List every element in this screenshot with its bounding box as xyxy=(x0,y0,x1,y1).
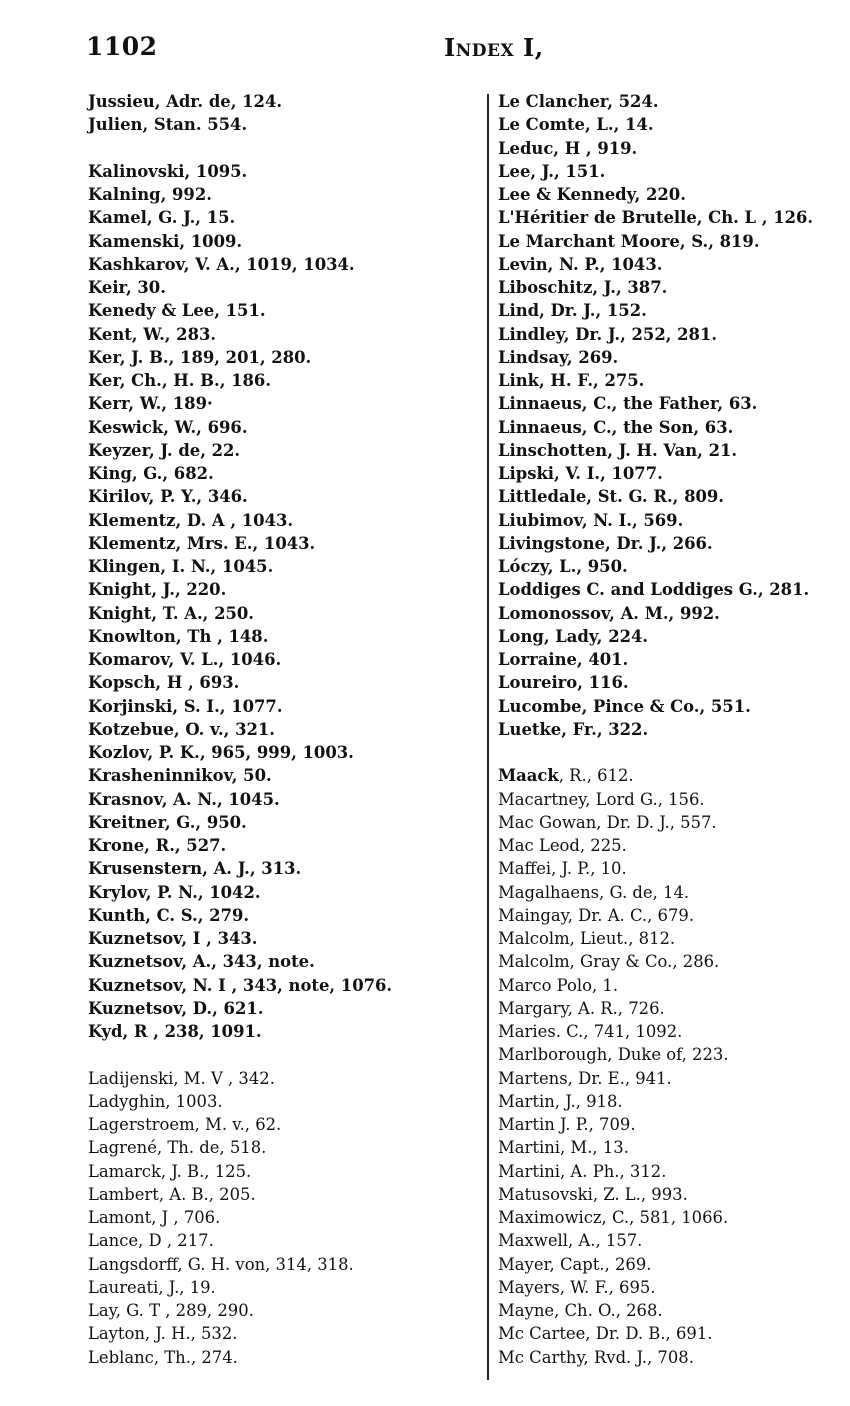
index-entry: Levin, N. P., 1043. xyxy=(498,254,663,274)
index-entry: Lamarck, J. B., 125. xyxy=(88,1161,252,1181)
index-entry: Kalinovski, 1095. xyxy=(88,161,248,181)
index-entry: Kotzebue, O. v., 321. xyxy=(88,719,275,739)
index-entry: Lee, J., 151. xyxy=(498,161,606,181)
index-entry: Kamel, G. J., 15. xyxy=(88,208,236,228)
index-column-right xyxy=(498,90,813,1369)
index-entry: Le Clancher, 524. xyxy=(498,92,659,111)
index-entry: Lucombe, Pince & Co., 551. xyxy=(498,696,751,716)
index-entry: Kuznetsov, D., 621. xyxy=(88,998,264,1018)
index-entry: Klingen, I. N., 1045. xyxy=(88,557,274,576)
index-entry: Ker, J. B., 189, 201, 280. xyxy=(88,347,312,367)
index-entry: Liubimov, N. I., 569. xyxy=(498,510,684,530)
index-entry: Knight, J., 220. xyxy=(88,580,227,600)
index-entry: Lee & Kennedy, 220. xyxy=(498,185,686,204)
index-column-left xyxy=(88,90,392,1369)
index-entry: Lipski, V. I., 1077. xyxy=(498,464,663,483)
index-entry: Keir, 30. xyxy=(88,278,166,297)
index-entry: Martin, J., 918. xyxy=(498,1091,623,1111)
index-entry: Kamenski, 1009. xyxy=(88,231,243,251)
index-entry: Lagrené, Th. de, 518. xyxy=(88,1138,267,1158)
index-entry: Martin J. P., 709. xyxy=(498,1115,636,1134)
index-entry: Klementz, D. A , 1043. xyxy=(88,510,294,530)
index-entry: Lamont, J , 706. xyxy=(88,1208,221,1227)
index-entry: Lindley, Dr. J., 252, 281. xyxy=(498,324,718,344)
index-entry: Matusovski, Z. L., 993. xyxy=(498,1184,688,1204)
index-entry: Lindsay, 269. xyxy=(498,347,619,367)
index-entry: Langsdorff, G. H. von, 314, 318. xyxy=(88,1254,354,1274)
index-entry: Maximowicz, C., 581, 1066. xyxy=(498,1208,729,1227)
index-entry: Martini, M., 13. xyxy=(498,1138,629,1158)
index-entry: Lind, Dr. J., 152. xyxy=(498,301,647,321)
index-entry: Mayne, Ch. O., 268. xyxy=(498,1301,663,1320)
index-entry: Mc Carthy, Rvd. J., 708. xyxy=(498,1347,694,1367)
index-entry: Krylov, P. N., 1042. xyxy=(88,882,261,902)
index-entry: Linnaeus, C., the Son, 63. xyxy=(498,417,734,437)
index-entry: Long, Lady, 224. xyxy=(498,626,649,646)
index-entry: Knowlton, Th , 148. xyxy=(88,626,269,646)
index-entry: Kuznetsov, I , 343. xyxy=(88,929,258,948)
index-entry: Kerr, W., 189· xyxy=(88,394,213,414)
index-entry: Lagerstroem, M. v., 62. xyxy=(88,1115,282,1134)
index-entry: Maries. C., 741, 1092. xyxy=(498,1022,683,1041)
index-entry: Maingay, Dr. A. C., 679. xyxy=(498,905,695,925)
page-number: 1102 xyxy=(86,32,158,61)
index-entry: Malcolm, Gray & Co., 286. xyxy=(498,952,720,972)
index-entry: Layton, J. H., 532. xyxy=(88,1324,238,1344)
index-entry: Macartney, Lord G., 156. xyxy=(498,789,705,809)
index-entry: Kashkarov, V. A., 1019, 1034. xyxy=(88,254,355,274)
index-entry: Linnaeus, C., the Father, 63. xyxy=(498,394,758,414)
index-entry: Krusenstern, A. J., 313. xyxy=(88,859,302,879)
index-entry: Marlborough, Duke of, 223. xyxy=(498,1045,729,1065)
index-entry: Kenedy & Lee, 151. xyxy=(88,301,266,321)
index-entry: Link, H. F., 275. xyxy=(498,371,645,390)
index-entry: Lorraine, 401. xyxy=(498,650,629,669)
index-entry: Leblanc, Th., 274. xyxy=(88,1347,238,1367)
index-entry: Krasnov, A. N., 1045. xyxy=(88,789,280,809)
index-entry: Lance, D , 217. xyxy=(88,1231,214,1251)
index-entry: Lomonossov, A. M., 992. xyxy=(498,603,720,623)
index-entry: Mc Cartee, Dr. D. B., 691. xyxy=(498,1324,713,1344)
index-entry: Kalning, 992. xyxy=(88,185,212,204)
index-entry: Knight, T. A., 250. xyxy=(88,603,255,623)
index-entry: Maffei, J. P., 10. xyxy=(498,859,627,879)
index-entry: Korjinski, S. I., 1077. xyxy=(88,696,283,716)
index-entry: Mac Gowan, Dr. D. J., 557. xyxy=(498,812,717,832)
index-entry: Kunth, C. S., 279. xyxy=(88,905,250,925)
index-entry: Marco Polo, 1. xyxy=(498,975,619,995)
index-entry: Malcolm, Lieut., 812. xyxy=(498,929,676,948)
index-entry: Ladijenski, M. V , 342. xyxy=(88,1068,275,1088)
index-entry: Loureiro, 116. xyxy=(498,673,629,693)
index-entry: Jussieu, Adr. de, 124. xyxy=(88,92,283,111)
index-entry: Kuznetsov, N. I , 343, note, 1076. xyxy=(88,975,393,995)
index-entry: Kopsch, H , 693. xyxy=(88,673,240,693)
index-entry: Kent, W., 283. xyxy=(88,324,217,344)
index-entry: Mac Leod, 225. xyxy=(498,836,627,855)
index-entry: Laureati, J., 19. xyxy=(88,1277,216,1297)
index-entry: Krone, R., 527. xyxy=(88,836,227,855)
index-entry: Lóczy, L., 950. xyxy=(498,557,628,576)
index-entry: Loddiges C. and Loddiges G., 281. xyxy=(498,580,810,600)
index-entry: Krasheninnikov, 50. xyxy=(88,766,272,786)
index-entry: Klementz, Mrs. E., 1043. xyxy=(88,533,316,553)
index-entry: Margary, A. R., 726. xyxy=(498,998,665,1018)
index-entry: Kozlov, P. K., 965, 999, 1003. xyxy=(88,743,354,762)
index-entry: Komarov, V. L., 1046. xyxy=(88,650,282,669)
index-entry: Keyzer, J. de, 22. xyxy=(88,440,241,460)
running-head: Index I, xyxy=(444,33,544,62)
index-entry: Mayer, Capt., 269. xyxy=(498,1254,652,1274)
index-entry: Kirilov, P. Y., 346. xyxy=(88,487,248,507)
index-entry: Maack, R., 612. xyxy=(498,766,634,786)
index-entry: L'Héritier de Brutelle, Ch. L , 126. xyxy=(498,208,814,228)
index-entry: Ker, Ch., H. B., 186. xyxy=(88,371,272,390)
index-entry: Lay, G. T , 289, 290. xyxy=(88,1301,254,1320)
index-entry: Le Comte, L., 14. xyxy=(498,115,654,135)
index-entry: Livingstone, Dr. J., 266. xyxy=(498,533,713,553)
index-entry: Kyd, R , 238, 1091. xyxy=(88,1022,262,1041)
index-entry: King, G., 682. xyxy=(88,464,214,483)
index-entry: Liboschitz, J., 387. xyxy=(498,278,668,297)
index-entry: Ladyghin, 1003. xyxy=(88,1091,223,1111)
index-entry: Martini, A. Ph., 312. xyxy=(498,1161,667,1181)
index-entry: Magalhaens, G. de, 14. xyxy=(498,882,690,902)
index-entry: Leduc, H , 919. xyxy=(498,138,638,158)
index-entry: Le Marchant Moore, S., 819. xyxy=(498,231,760,251)
index-entry: Luetke, Fr., 322. xyxy=(498,719,649,739)
index-entry: Maxwell, A., 157. xyxy=(498,1231,643,1251)
index-entry: Lambert, A. B., 205. xyxy=(88,1184,256,1204)
index-entry: Martens, Dr. E., 941. xyxy=(498,1068,672,1088)
index-entry: Julien, Stan. 554. xyxy=(88,115,248,135)
index-entry: Linschotten, J. H. Van, 21. xyxy=(498,440,738,460)
index-entry: Kreitner, G., 950. xyxy=(88,812,247,832)
index-entry: Mayers, W. F., 695. xyxy=(498,1277,656,1297)
index-entry: Littledale, St. G. R., 809. xyxy=(498,487,725,507)
index-entry: Keswick, W., 696. xyxy=(88,417,248,437)
column-divider xyxy=(487,94,489,1380)
index-entry: Kuznetsov, A., 343, note. xyxy=(88,952,315,972)
